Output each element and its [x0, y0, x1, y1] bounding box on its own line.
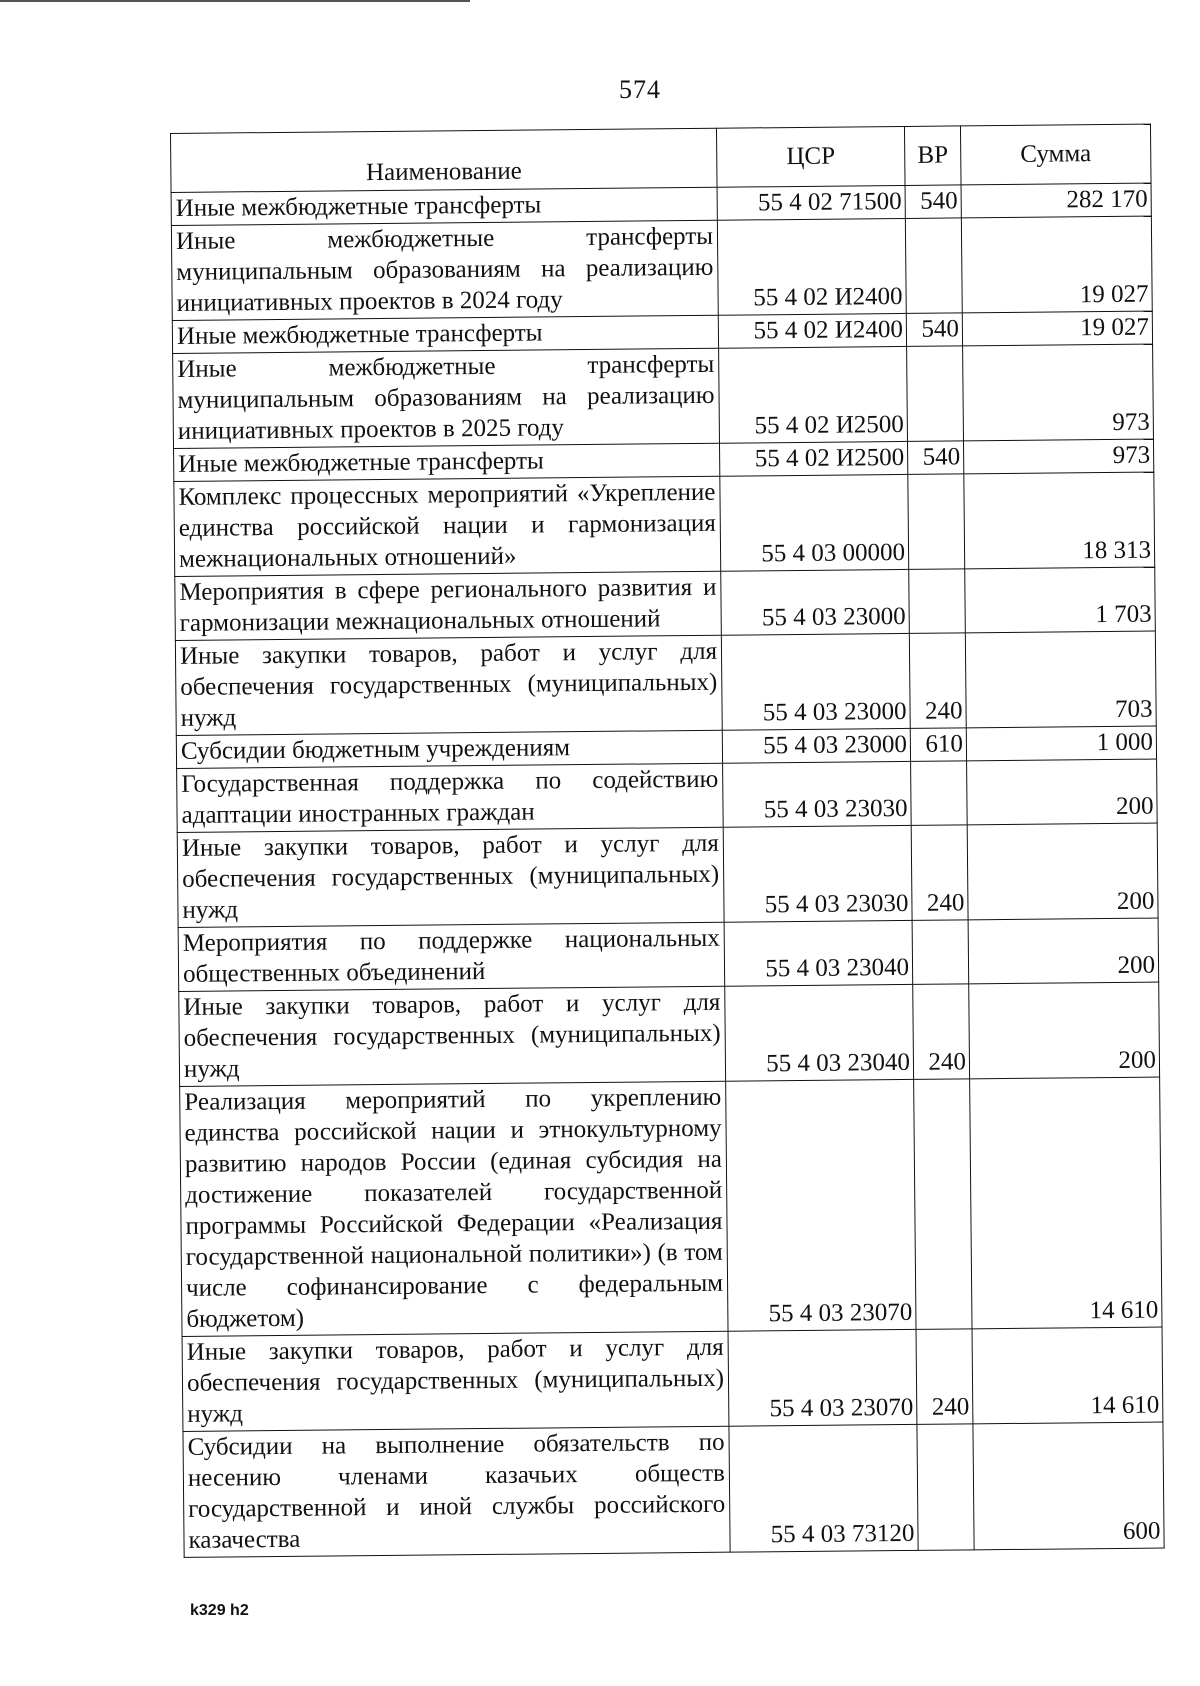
row-vr: 610: [910, 728, 966, 762]
table-row: [180, 1077, 1162, 1336]
row-sum: 973: [963, 344, 1154, 441]
row-sum: 18 313: [964, 472, 1155, 569]
row-sum: 19 027: [961, 216, 1152, 313]
row-vr: 240: [909, 633, 966, 729]
table-row: [178, 918, 1159, 991]
row-csr: 55 4 02 71500: [717, 185, 905, 220]
row-name: Субсидии бюджетным учреждениям: [176, 730, 722, 768]
table-row: [177, 759, 1158, 832]
row-vr: [907, 346, 964, 442]
table-row: [183, 1422, 1164, 1557]
scan-top-edge: [0, 0, 470, 2]
row-csr: 55 4 03 23000: [721, 569, 910, 635]
row-name: Комплекс процессных мероприятий «Укрепление единства российской нации и гармонизация межнациональных отношений»: [174, 476, 721, 576]
row-csr: 55 4 02 И2500: [720, 441, 908, 476]
row-csr: 55 4 03 23000: [722, 728, 910, 763]
row-vr: 540: [906, 313, 962, 347]
header-vr: ВР: [904, 126, 961, 186]
row-name: Иные межбюджетные трансферты: [171, 187, 717, 225]
budget-table: [170, 124, 1165, 1558]
row-sum: 14 610: [970, 1077, 1162, 1329]
row-vr: [905, 218, 962, 314]
page-number: 574: [619, 75, 661, 104]
row-vr: [914, 1079, 972, 1330]
row-sum: 1 703: [965, 567, 1156, 633]
row-name: Мероприятия по поддержке национальных общественных объединений: [178, 922, 725, 991]
row-vr: 540: [905, 185, 961, 219]
row-csr: 55 4 03 23030: [723, 825, 912, 922]
row-vr: [908, 474, 965, 570]
table-row: [175, 567, 1156, 640]
row-csr: 55 4 02 И2400: [717, 218, 906, 315]
row-name: Иные межбюджетные трансферты муниципальным образованиям на реализацию инициативных проектов в 2024 году: [171, 220, 718, 320]
row-vr: [911, 761, 968, 826]
row-csr: 55 4 03 23070: [726, 1079, 916, 1331]
row-csr: 55 4 03 23040: [724, 920, 913, 986]
table-row: [171, 216, 1152, 320]
row-vr: 240: [916, 1329, 973, 1425]
row-sum: 200: [968, 918, 1159, 984]
row-name: Иные межбюджетные трансферты: [174, 443, 720, 481]
row-name: Иные закупки товаров, работ и услуг для обеспечения государственных (муниципальных) нужд: [182, 1331, 729, 1431]
row-name: Субсидии на выполнение обязательств по несению членами казачьих обществ государственной и иной службы российского казачества: [183, 1426, 730, 1557]
header-csr: ЦСР: [716, 126, 905, 187]
row-sum: 600: [973, 1422, 1164, 1550]
row-sum: 1 000: [966, 726, 1156, 761]
row-sum: 200: [967, 823, 1158, 920]
row-vr: [912, 920, 969, 985]
row-sum: 282 170: [961, 183, 1151, 218]
row-csr: 55 4 03 23030: [723, 761, 912, 827]
row-sum: 200: [969, 982, 1160, 1079]
row-sum: 14 610: [972, 1327, 1163, 1424]
table-body: [171, 183, 1164, 1557]
row-sum: 200: [967, 759, 1158, 825]
row-csr: 55 4 03 00000: [720, 474, 909, 571]
row-csr: 55 4 02 И2400: [718, 313, 906, 348]
row-sum: 973: [963, 439, 1153, 474]
table-row: [179, 982, 1160, 1086]
row-name: Иные закупки товаров, работ и услуг для обеспечения государственных (муниципальных) нужд: [175, 635, 722, 735]
table-header-row: [171, 124, 1152, 192]
row-csr: 55 4 02 И2500: [719, 346, 908, 443]
table-row: [173, 344, 1154, 448]
row-vr: [917, 1424, 974, 1551]
row-name: Реализация мероприятий по укреплению единства российской нации и этнокультурному развитию народов России (единая субсидия на достижение показателей государственной программы Российской Федерации «Реализация государственной национальной политики») (в том числе софинансирование с федеральным бюджетом): [180, 1081, 728, 1336]
row-name: Государственная поддержка по содействию адаптации иностранных граждан: [177, 763, 724, 832]
row-name: Мероприятия в сфере регионального развития и гармонизации межнациональных отношений: [175, 571, 722, 640]
row-sum: 703: [965, 631, 1156, 728]
document-code: k329 h2: [190, 1602, 249, 1619]
row-csr: 55 4 03 73120: [729, 1424, 918, 1552]
table-row: [174, 472, 1155, 576]
row-csr: 55 4 03 23070: [728, 1329, 917, 1426]
row-name: Иные межбюджетные трансферты муниципальным образованиям на реализацию инициативных проектов в 2025 году: [173, 348, 720, 448]
table-row: [177, 823, 1158, 927]
row-name: Иные закупки товаров, работ и услуг для обеспечения государственных (муниципальных) нужд: [177, 827, 724, 927]
table-row: [182, 1327, 1163, 1431]
row-vr: [909, 569, 966, 634]
row-name: Иные закупки товаров, работ и услуг для обеспечения государственных (муниципальных) нужд: [179, 986, 726, 1086]
row-csr: 55 4 03 23000: [721, 633, 910, 730]
row-name: Иные межбюджетные трансферты: [172, 315, 718, 353]
header-sum: Сумма: [960, 124, 1151, 185]
row-vr: 540: [907, 441, 963, 475]
table-row: [175, 631, 1156, 735]
row-vr: 240: [911, 825, 968, 921]
header-name: Наименование: [171, 128, 718, 192]
row-vr: 240: [913, 984, 970, 1080]
row-sum: 19 027: [962, 311, 1152, 346]
row-csr: 55 4 03 23040: [725, 984, 914, 1081]
